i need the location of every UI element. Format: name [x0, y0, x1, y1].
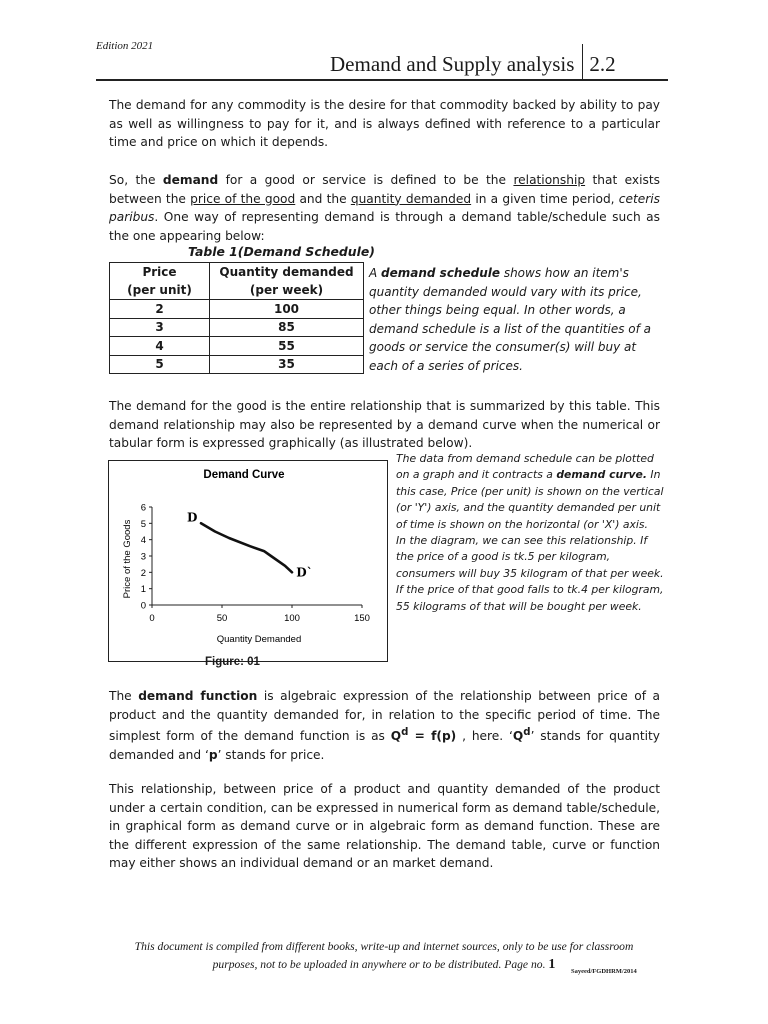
text-run: for a good or service is defined to be the: [218, 173, 514, 187]
footer-text: This document is compiled from different books, write-up and internet sources, only to be use for classroom purposes, not to be uploaded in anywhere or to be distributed. Page no.: [134, 940, 634, 971]
term-price: price of the good: [190, 191, 296, 206]
demand-curve-note: [396, 451, 664, 615]
demand-schedule-table: [109, 262, 364, 374]
chart-ticks: [141, 503, 370, 625]
term-demand: demand: [162, 173, 219, 187]
symbol-sup: d: [523, 727, 531, 739]
text-run: is algebraic expression of the relationship between price of a product and the quantity demanded for, in relation to the specific period of time. The simplest form of the demand function is as: [109, 689, 660, 744]
demand-curve-line: [201, 523, 292, 572]
text-run: that exists between the: [109, 173, 660, 206]
header-quantity: [210, 263, 364, 300]
x-axis-label: Quantity Demanded: [216, 634, 302, 645]
header-price: [110, 263, 210, 300]
term-demand-function: demand function: [138, 689, 258, 703]
header-line: Price: [142, 265, 177, 279]
demand-schedule-note: [369, 264, 659, 376]
cell-quantity: 85: [210, 318, 364, 337]
paragraph-intro: The demand for any commodity is the desire for that commodity backed by ability to pay as well as willingness to pay for it, and is always defined with reference to a particular time and price on which it depends.: [109, 98, 660, 150]
chart-axes: [152, 507, 362, 605]
x-tick-label: 0: [149, 613, 155, 624]
cell-price: 2: [110, 300, 210, 319]
chart-title: Demand Curve: [203, 469, 285, 481]
curve-label: D: [187, 510, 198, 525]
section-number: 2.2: [589, 52, 616, 76]
text-run: So, the: [109, 173, 163, 187]
formula: [391, 729, 457, 743]
cell-price: 4: [110, 337, 210, 356]
figure-caption: Figure: 01: [205, 656, 260, 668]
chart-series: [201, 523, 292, 572]
cell-quantity: 100: [210, 300, 364, 319]
table-row: [110, 337, 364, 356]
symbol-p: p: [208, 747, 218, 762]
y-tick-label: 1: [140, 584, 146, 596]
curve-label: D`: [296, 565, 313, 580]
text-run: ’ stands for quantity demanded and ‘: [109, 729, 660, 762]
demand-curve-chart: [108, 460, 388, 662]
edition-label: Edition 2021: [96, 40, 154, 52]
chart-canvas: [109, 461, 389, 663]
term-ceteris-paribus: ceteris paribus: [109, 191, 661, 225]
paragraph-expressions: This relationship, between price of a product and quantity demanded of the product under a certain condition, can be expressed in numerical form as demand table/schedule, in graphical form as demand curve or in algebraic form as demand function. These are the different expression of the same relationship. The demand table, curve or function may either shows an individual demand or an market demand.: [109, 782, 660, 871]
table-caption: Table 1(Demand Schedule): [188, 244, 375, 259]
cell-quantity: 35: [210, 355, 364, 374]
text-run: . One way of representing demand is through a demand table/schedule such as the one appearing below:: [109, 210, 660, 243]
term-demand-schedule: demand schedule: [381, 266, 500, 280]
document-title: Demand and Supply analysis: [330, 44, 583, 80]
paragraph-demand-curve: The demand for the good is the entire relationship that is summarized by this table. This demand relationship may also be represented by a demand curve when the numerical or tabular form is expressed graphically (as illustrated below).: [109, 399, 660, 451]
x-tick-label: 50: [216, 613, 228, 624]
text-run: ’ stands for price.: [217, 747, 325, 762]
text-run: The: [109, 689, 139, 703]
x-tick-label: 150: [354, 613, 370, 624]
y-tick-label: 0: [140, 600, 146, 612]
formula-q: Q: [390, 729, 402, 744]
footer-disclaimer: [120, 938, 648, 974]
term-demand-curve: demand curve.: [556, 468, 647, 482]
y-tick-label: 2: [140, 567, 146, 579]
header-rule: [96, 79, 668, 81]
header-line: Quantity demanded: [219, 265, 354, 279]
paragraph-demand-function: [109, 687, 660, 764]
footer-id: Sayeed/FGDHRM/2014: [571, 968, 637, 975]
text-run: In the diagram, we can see this relationship. If the price of a good is tk.5 per kilogram, consumers will buy 35 kilogram of that per week. If the price of that good falls to tk.4 per kilogram, 55 kilograms of that will be bought per week.: [396, 534, 664, 613]
symbol-qd: [513, 729, 531, 743]
text-run: and the: [295, 191, 351, 206]
paragraph-definition: [109, 171, 660, 245]
term-relationship: relationship: [513, 173, 586, 187]
page-number: 1: [548, 957, 556, 972]
cell-price: 5: [110, 355, 210, 374]
table-header-row: [110, 263, 364, 300]
text-run: The data from demand schedule can be plotted on a graph and it contracts a: [396, 452, 654, 482]
y-tick-label: 6: [140, 502, 146, 514]
text-run: A: [369, 266, 382, 280]
y-tick-label: 3: [140, 551, 146, 563]
text-run: in a given time period,: [471, 191, 619, 206]
y-axis-label: Price of the Goods: [122, 519, 133, 599]
text-run: , here. ‘: [456, 729, 513, 744]
cell-quantity: 55: [210, 337, 364, 356]
cell-price: 3: [110, 318, 210, 337]
formula-rhs: = f(p): [408, 729, 457, 744]
header-line: (per unit): [127, 283, 192, 297]
text-run: In this case, Price (per unit) is shown on the vertical (or 'Y') axis, and the quantity demanded per unit of time is shown on the horizontal (or 'X') axis.: [396, 468, 664, 531]
formula-sup: d: [401, 727, 409, 739]
table-row: [110, 318, 364, 337]
page-header: [330, 44, 616, 80]
table-row: [110, 300, 364, 319]
y-tick-label: 5: [140, 518, 146, 530]
symbol-q: Q: [512, 729, 524, 744]
text-run: shows how an item's quantity demanded would vary with its price, other things being equal. In other words, a demand schedule is a list of the quantities of a goods or service the consumer(s) will buy at each of a series of prices.: [369, 266, 652, 373]
y-tick-label: 4: [140, 535, 146, 547]
header-line: (per week): [249, 283, 324, 297]
table-row: [110, 355, 364, 374]
term-quantity: quantity demanded: [350, 191, 472, 206]
x-tick-label: 100: [284, 613, 300, 624]
